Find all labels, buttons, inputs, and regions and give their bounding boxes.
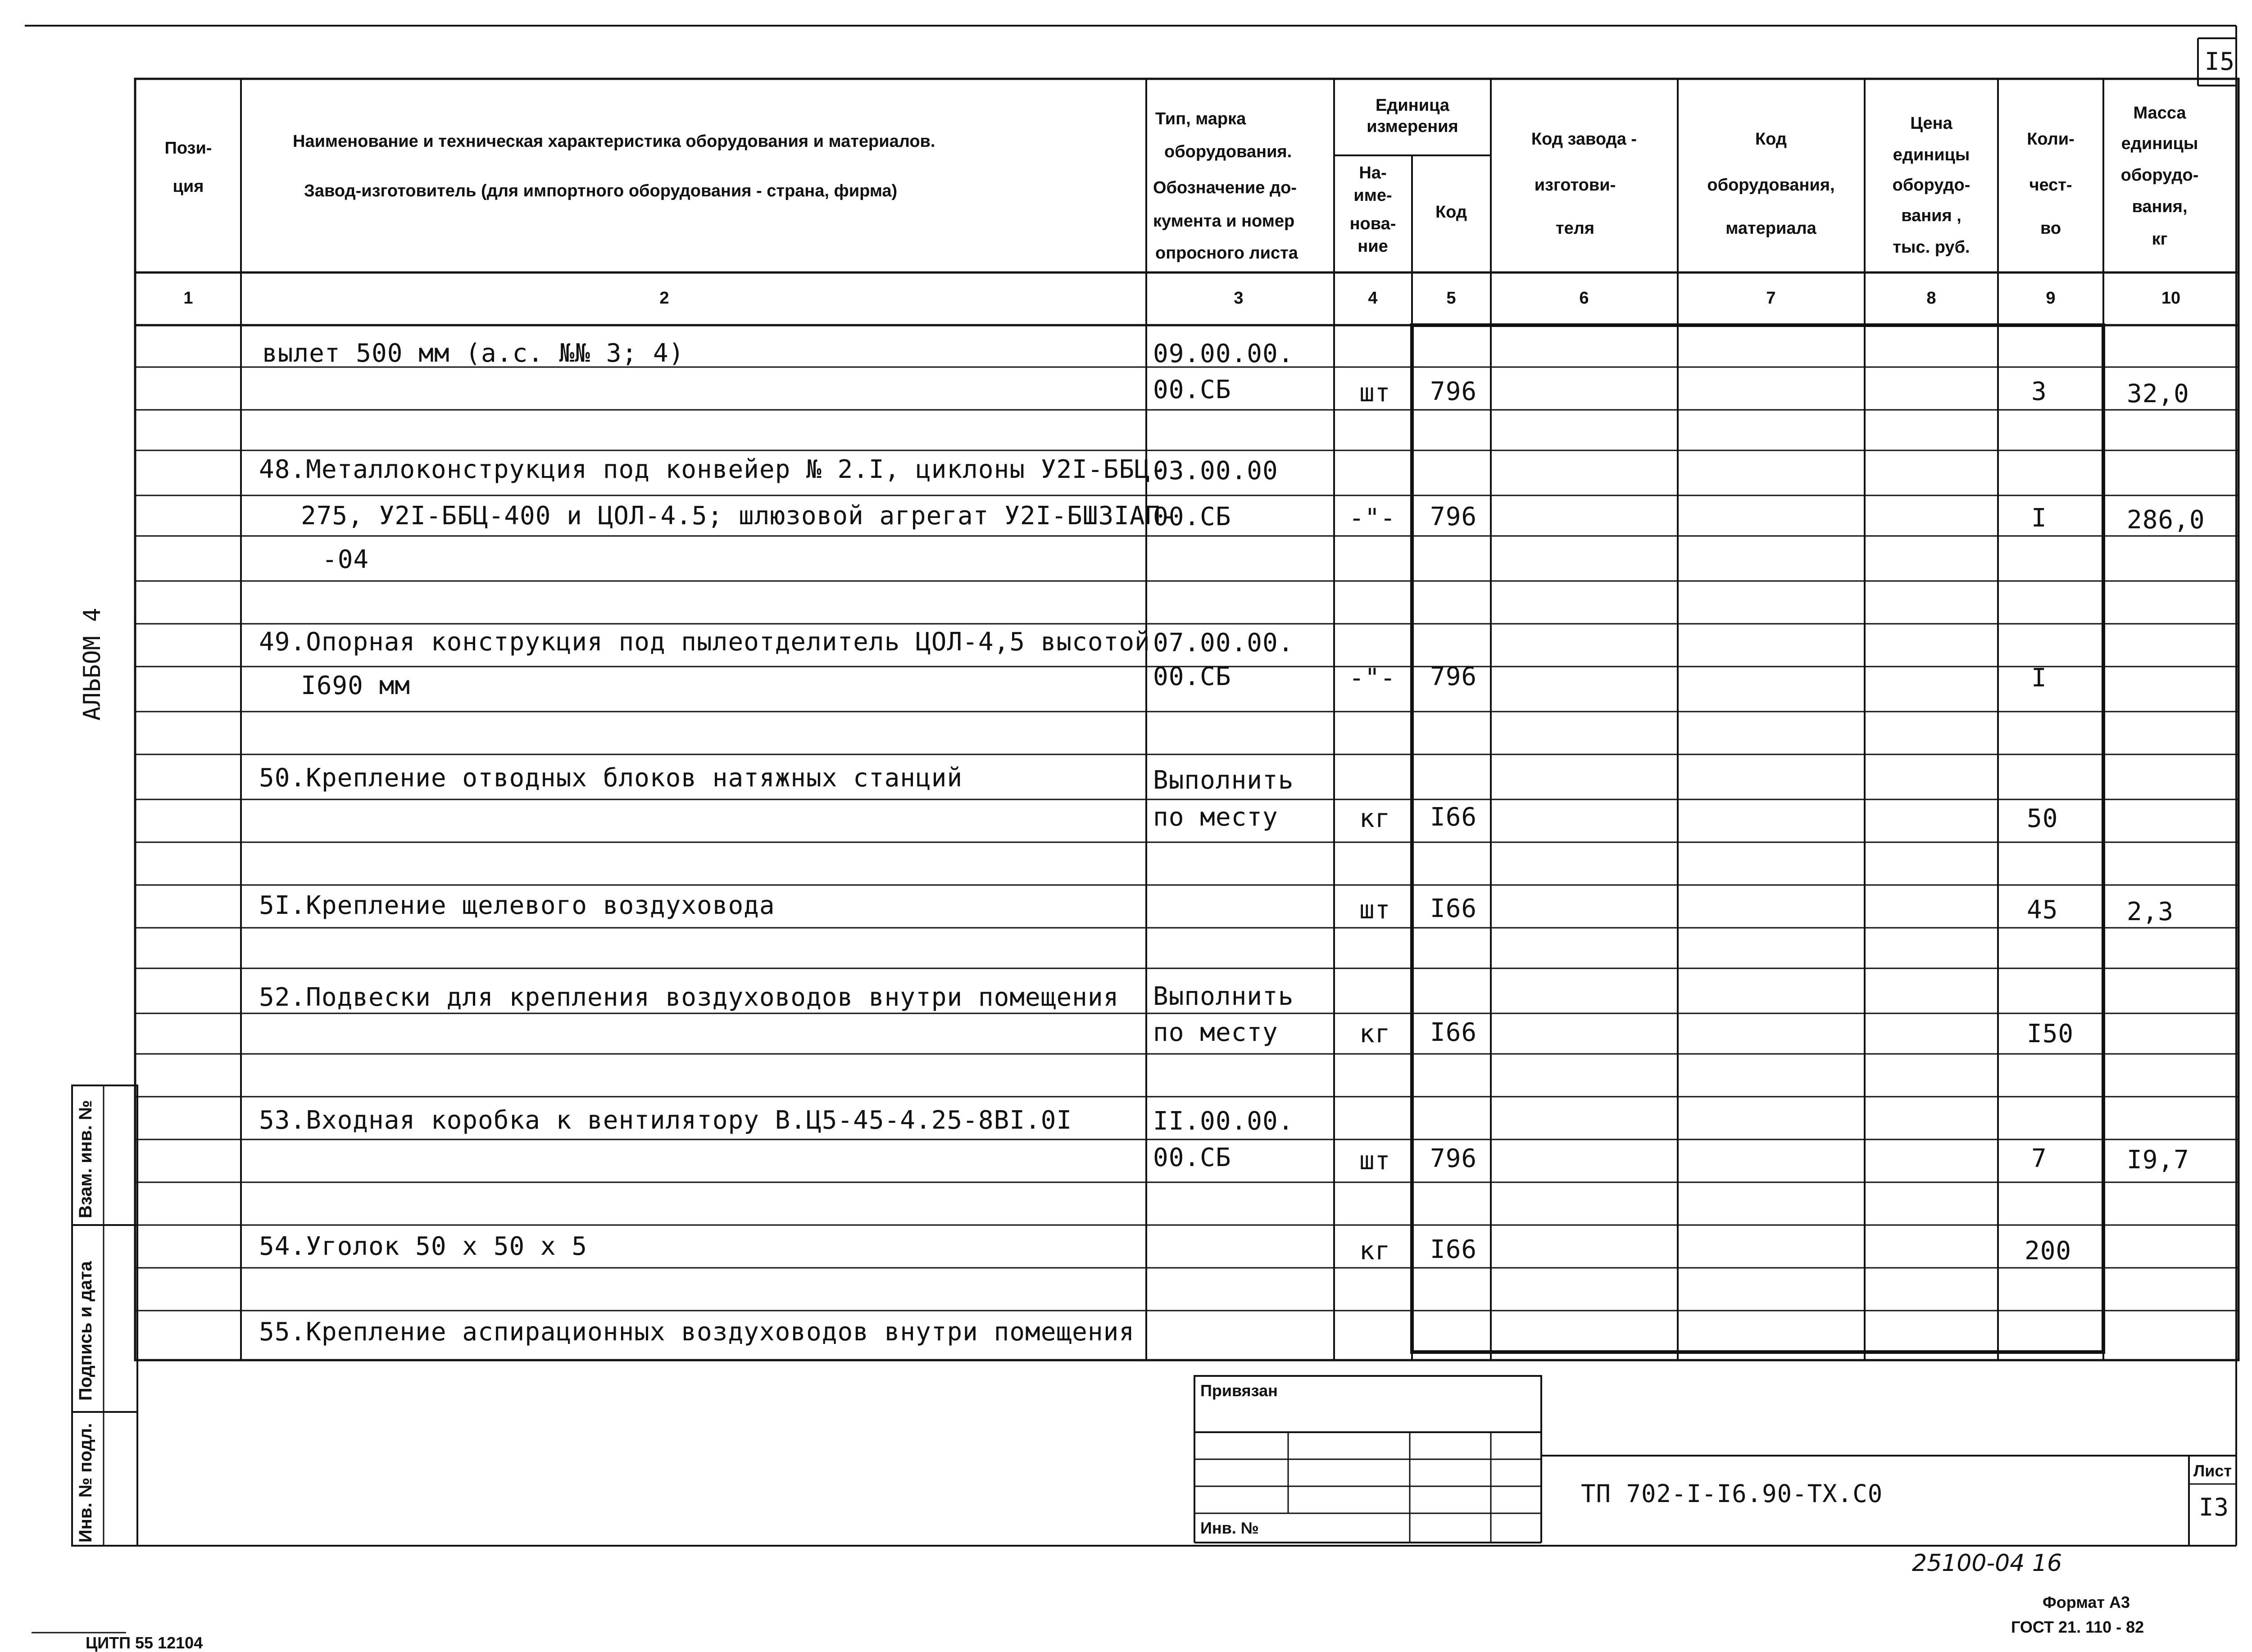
item-name: 49.Опорная конструкция под пылеотделитель ЦОЛ-4,5 высотой: [259, 627, 1150, 657]
item-code: 796: [1430, 377, 1477, 406]
item-qty: I: [2031, 663, 2047, 693]
header-mass-c: оборудо-: [2120, 166, 2199, 185]
item-code: 796: [1430, 1144, 1477, 1173]
item-mass: 32,0: [2127, 379, 2189, 408]
header-plant-a: Код завода -: [1531, 130, 1637, 149]
sheet-label: Лист: [2193, 1461, 2232, 1480]
item-name: 52.Подвески для крепления воздуховодов внутри помещения: [259, 983, 1119, 1012]
handwritten-number: 25100-04 16: [1912, 1550, 2062, 1577]
header-pos-a: Пози-: [164, 139, 212, 158]
header-mass-a: Масса: [2133, 104, 2186, 123]
header-price-e: тыс. руб.: [1893, 238, 1970, 257]
item-qty: 45: [2027, 895, 2058, 925]
column-number: 10: [2161, 289, 2181, 308]
header-qty-b: чест-: [2029, 176, 2072, 195]
item-unit: кг: [1359, 1019, 1391, 1048]
header-qty-c: во: [2040, 219, 2061, 238]
item-unit: шт: [1359, 378, 1391, 408]
item-unit: шт: [1359, 895, 1391, 925]
item-doc: 00.СБ: [1153, 502, 1231, 531]
item-code: 796: [1430, 662, 1477, 691]
stamp-privyazan: Привязан: [1200, 1381, 1278, 1400]
item-doc: 00.СБ: [1153, 375, 1231, 404]
item-doc: 03.00.00: [1153, 456, 1278, 486]
item-unit: кг: [1359, 804, 1391, 833]
header-unitname-a: На-: [1359, 163, 1387, 182]
header-type-c: Обозначение до-: [1153, 178, 1297, 197]
column-number: 7: [1766, 289, 1776, 308]
item-doc: 00.СБ: [1153, 662, 1231, 691]
item-code: I66: [1430, 803, 1477, 832]
item-doc: 00.СБ: [1153, 1143, 1231, 1172]
header-unitname-c: нова-: [1349, 214, 1396, 233]
item-qty: 50: [2027, 804, 2058, 833]
item-name: 54.Уголок 50 х 50 х 5: [259, 1232, 588, 1261]
column-number: 1: [183, 289, 193, 308]
page-number: I5: [2205, 47, 2235, 76]
header-equip-c: материала: [1725, 219, 1816, 238]
column-number: 3: [1234, 289, 1244, 308]
header-mass-d: вания,: [2132, 197, 2188, 216]
header-price-a: Цена: [1910, 114, 1952, 133]
header-equip-b: оборудования,: [1707, 176, 1835, 195]
item-name: 53.Входная коробка к вентилятору В.Ц5-45-4.25-8ВI.0I: [259, 1106, 1072, 1135]
item-qty: 7: [2031, 1144, 2047, 1173]
item-doc: 09.00.00.: [1153, 339, 1294, 368]
stamp-inv-no: Инв. №: [1200, 1519, 1259, 1537]
item-mass: 286,0: [2127, 505, 2205, 535]
stamp-inv-podl: Инв. № подл.: [76, 1423, 95, 1543]
stamp-podpis: Подпись и дата: [76, 1261, 95, 1401]
sheet-number: I3: [2199, 1493, 2229, 1521]
item-qty: I: [2031, 504, 2047, 533]
column-number: 2: [659, 289, 669, 308]
header-mass-b: единицы: [2121, 134, 2198, 153]
header-unit-a: Единица: [1375, 96, 1450, 115]
album-label: АЛЬБОМ 4: [79, 608, 106, 721]
header-price-b: единицы: [1893, 145, 1970, 164]
document-code: ТП 702-I-I6.90-ТХ.С0: [1581, 1480, 1883, 1508]
header-name-b: Завод-изготовитель (для импортного оборудования - страна, фирма): [304, 182, 898, 200]
item-doc: II.00.00.: [1153, 1107, 1294, 1136]
header-price-d: вания ,: [1901, 206, 1961, 225]
header-unitname-b: име-: [1353, 186, 1392, 205]
header-price-c: оборудо-: [1892, 176, 1970, 195]
item-name: 275, У2I-ББЦ-400 и ЦОЛ-4.5; шлюзовой агрегат У2I-БШЗIАП-: [301, 501, 1177, 531]
gost-label: ГОСТ 21. 110 - 82: [2011, 1618, 2144, 1636]
item-code: I66: [1430, 1018, 1477, 1047]
item-name: I690 мм: [301, 671, 411, 700]
header-pos-b: ция: [173, 177, 204, 196]
header-type-a: Тип, марка: [1155, 109, 1246, 128]
item-doc: Выполнить: [1153, 982, 1294, 1011]
header-qty-a: Коли-: [2027, 130, 2075, 149]
header-plant-b: изготови-: [1534, 176, 1616, 195]
header-plant-c: теля: [1555, 219, 1595, 238]
column-number: 5: [1446, 289, 1456, 308]
item-doc: по месту: [1153, 1018, 1278, 1047]
header-equip-a: Код: [1755, 130, 1787, 149]
item-name: вылет 500 мм (а.с. №№ 3; 4): [262, 339, 685, 368]
column-number: 8: [1926, 289, 1936, 308]
item-unit: -"-: [1349, 663, 1396, 693]
item-name: 48.Металлоконструкция под конвейер № 2.I, циклоны У2I-ББЦ-: [259, 455, 1166, 484]
stamp-inv-zam: Взам. инв. №: [76, 1100, 95, 1218]
column-number: 6: [1579, 289, 1589, 308]
item-code: I66: [1430, 894, 1477, 923]
item-unit: -"-: [1349, 504, 1396, 533]
citp-label: ЦИТП 55 12104: [86, 1634, 203, 1652]
item-qty: 200: [2025, 1236, 2072, 1266]
item-doc: Выполнить: [1153, 766, 1294, 795]
header-type-b: оборудования.: [1164, 142, 1292, 161]
header-unit-b: измерения: [1367, 117, 1458, 136]
item-qty: 3: [2031, 377, 2047, 406]
item-name: -04: [322, 545, 369, 574]
item-name: 55.Крепление аспирационных воздуховодов внутри помещения: [259, 1317, 1135, 1347]
column-number: 9: [2046, 289, 2056, 308]
item-name: 5I.Крепление щелевого воздуховода: [259, 891, 775, 920]
item-mass: 2,3: [2127, 897, 2174, 926]
item-unit: кг: [1359, 1236, 1391, 1266]
item-unit: шт: [1359, 1146, 1391, 1175]
header-name-a: Наименование и техническая характеристика оборудования и материалов.: [293, 132, 935, 151]
item-mass: I9,7: [2127, 1145, 2189, 1175]
header-type-d: кумента и номер: [1153, 212, 1295, 231]
item-code: 796: [1430, 502, 1477, 531]
item-code: I66: [1430, 1235, 1477, 1264]
item-doc: 07.00.00.: [1153, 628, 1294, 658]
header-unitname-d: ние: [1358, 237, 1388, 256]
item-qty: I50: [2027, 1019, 2074, 1048]
item-name: 50.Крепление отводных блоков натяжных станций: [259, 763, 963, 793]
header-type-e: опросного листа: [1155, 244, 1298, 263]
column-number: 4: [1368, 289, 1378, 308]
item-doc: по месту: [1153, 803, 1278, 832]
format-label: Формат А3: [2043, 1593, 2130, 1611]
header-mass-e: кг: [2152, 230, 2168, 249]
header-unitcode: Код: [1435, 203, 1467, 222]
